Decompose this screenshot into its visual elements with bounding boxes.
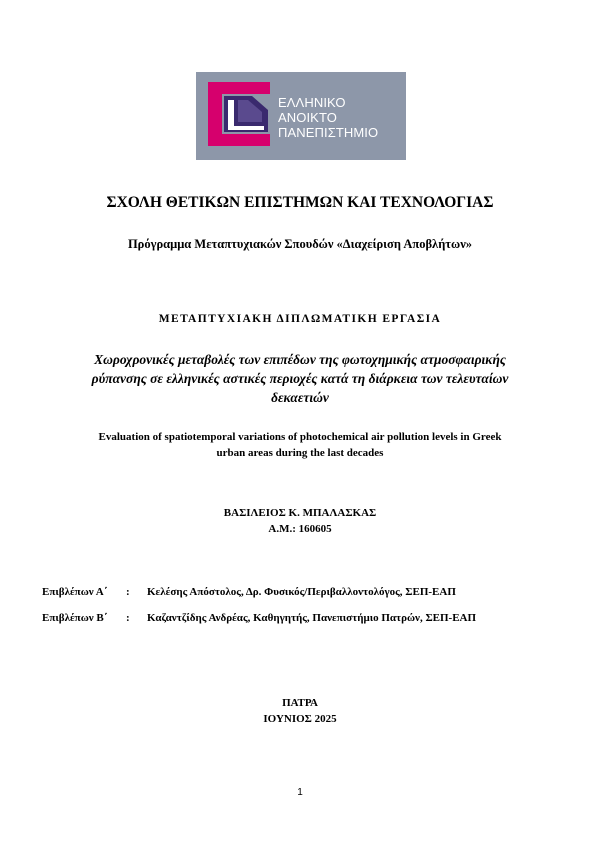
place-date-block [0,695,600,727]
author-name: ΒΑΣΙΛΕΙΟΣ Κ. ΜΠΑΛΑΣΚΑΣ [223,507,377,519]
author-block [0,506,600,537]
program-heading: Πρόγραμμα Μεταπτυχιακών Σπουδών «Διαχείριση Αποβλήτων» [127,237,473,251]
supervisor-b-name: Καζαντζίδης Ανδρέας, Καθηγητής, Πανεπιστήμιο Πατρών, ΣΕΠ-ΕΑΠ [147,612,477,624]
logo-text [278,95,378,140]
title-gr-line-2: ρύπανσης σε ελληνικές αστικές περιοχές κατά τη διάρκεια των τελευταίων [91,371,509,386]
thesis-title-english [0,430,600,461]
logo-mark-icon [208,82,278,150]
supervisor-a-name: Κελέσης Απόστολος, Δρ. Φυσικός/Περιβαλλοντολόγος, ΣΕΠ-ΕΑΠ [147,586,456,598]
title-gr-line-1: Χωροχρονικές μεταβολές των επιπέδων της φωτοχημικής ατμοσφαιρικής [94,352,506,367]
logo-line-3: ΠΑΝΕΠΙΣΤΗΜΙΟ [278,125,379,140]
thesis-title-greek [0,350,600,407]
page-number: 1 [297,787,303,798]
supervisor-b-colon: : [126,612,130,624]
date: ΙΟΥΝΙΟΣ 2025 [263,713,337,725]
title-en-line-1: Evaluation of spatiotemporal variations of photochemical air pollution levels in Greek [98,431,502,443]
author-id: Α.Μ.: 160605 [268,522,332,535]
logo-line-1: ΕΛΛΗΝΙΚΟ [278,95,346,110]
supervisor-a-label: Επιβλέπων Α΄ [42,586,108,598]
title-gr-line-3: δεκαετιών [271,390,329,405]
school-heading: ΣΧΟΛΗ ΘΕΤΙΚΩΝ ΕΠΙΣΤΗΜΩΝ ΚΑΙ ΤΕΧΝΟΛΟΓΙΑΣ [106,194,494,211]
supervisor-a-colon: : [126,586,130,598]
place: ΠΑΤΡΑ [282,697,318,709]
thesis-type: ΜΕΤΑΠΤΥΧΙΑΚΗ ΔΙΠΛΩΜΑΤΙΚΗ ΕΡΓΑΣΙΑ [158,313,442,325]
title-en-line-2: urban areas during the last decades [216,446,384,459]
logo-line-2: ΑΝΟΙΚΤΟ [278,110,337,125]
supervisor-b-label: Επιβλέπων Β΄ [42,612,108,624]
university-logo [196,72,406,160]
